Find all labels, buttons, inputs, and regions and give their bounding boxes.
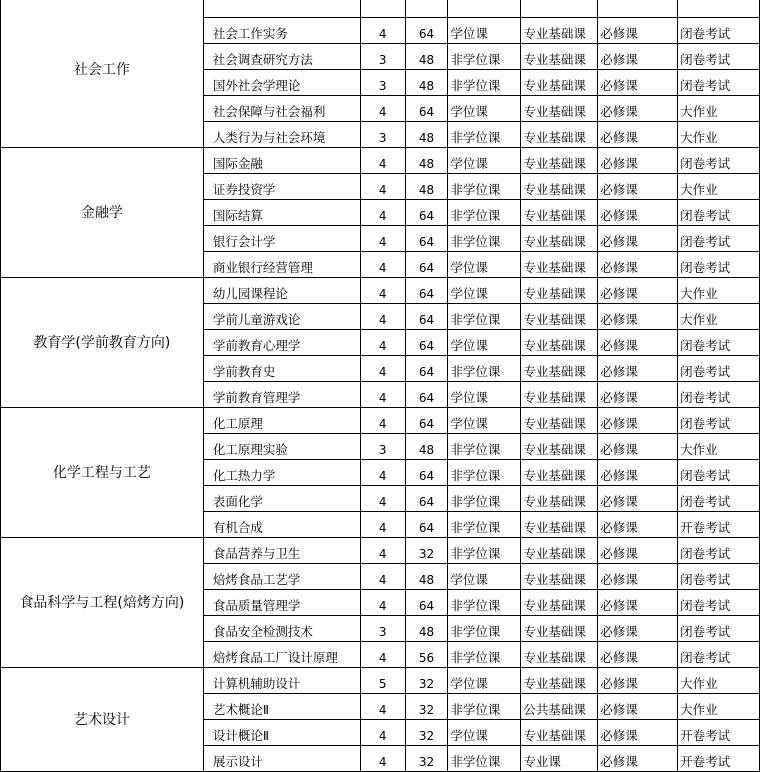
credits-cell: 5 bbox=[360, 668, 405, 694]
course-name-cell: 食品营养与卫生 bbox=[203, 538, 360, 564]
assessment-cell: 大作业 bbox=[678, 122, 760, 148]
hours-cell: 64 bbox=[405, 408, 448, 434]
table-row bbox=[1, 668, 760, 694]
hours-cell: 48 bbox=[405, 564, 448, 590]
course-name-cell: 学前教育史 bbox=[203, 356, 360, 382]
course-name-cell: 焙烤食品工厂设计原理 bbox=[203, 642, 360, 668]
course-category-cell: 专业基础课 bbox=[521, 278, 598, 304]
major-name-cell: 社会工作 bbox=[1, 0, 204, 148]
hours-cell: 48 bbox=[405, 616, 448, 642]
credits-cell: 3 bbox=[360, 122, 405, 148]
course-name-cell: 展示设计 bbox=[203, 746, 360, 772]
required-type-cell: 必修课 bbox=[598, 434, 678, 460]
major-name-cell: 食品科学与工程(焙烤方向) bbox=[1, 538, 204, 668]
major-name-cell: 教育学(学前教育方向) bbox=[1, 278, 204, 408]
course-category-cell: 专业基础课 bbox=[521, 226, 598, 252]
hours-cell: 64 bbox=[405, 330, 448, 356]
course-category-cell: 专业基础课 bbox=[521, 200, 598, 226]
credits-cell: 4 bbox=[360, 226, 405, 252]
course-name-cell: 学前儿童游戏论 bbox=[203, 304, 360, 330]
course-category-cell: 公共基础课 bbox=[521, 694, 598, 720]
hours-cell: 48 bbox=[405, 122, 448, 148]
course-name-cell: 社会调查研究方法 bbox=[203, 44, 360, 70]
degree-type-cell bbox=[448, 0, 521, 18]
hours-cell: 64 bbox=[405, 278, 448, 304]
required-type-cell: 必修课 bbox=[598, 200, 678, 226]
assessment-cell: 闭卷考试 bbox=[678, 564, 760, 590]
course-category-cell: 专业基础课 bbox=[521, 668, 598, 694]
required-type-cell: 必修课 bbox=[598, 18, 678, 44]
credits-cell bbox=[360, 0, 405, 18]
course-category-cell: 专业基础课 bbox=[521, 512, 598, 538]
course-name-cell: 商业银行经营管理 bbox=[203, 252, 360, 278]
credits-cell: 4 bbox=[360, 278, 405, 304]
degree-type-cell: 非学位课 bbox=[448, 694, 521, 720]
hours-cell: 48 bbox=[405, 148, 448, 174]
degree-type-cell: 非学位课 bbox=[448, 616, 521, 642]
course-category-cell: 专业基础课 bbox=[521, 252, 598, 278]
degree-type-cell: 非学位课 bbox=[448, 512, 521, 538]
credits-cell: 4 bbox=[360, 174, 405, 200]
assessment-cell: 闭卷考试 bbox=[678, 486, 760, 512]
required-type-cell bbox=[598, 0, 678, 18]
degree-type-cell: 非学位课 bbox=[448, 434, 521, 460]
course-name-cell: 化工热力学 bbox=[203, 460, 360, 486]
assessment-cell: 闭卷考试 bbox=[678, 616, 760, 642]
major-name-cell: 化学工程与工艺 bbox=[1, 408, 204, 538]
course-category-cell: 专业基础课 bbox=[521, 720, 598, 746]
course-category-cell: 专业基础课 bbox=[521, 408, 598, 434]
credits-cell: 4 bbox=[360, 304, 405, 330]
degree-type-cell: 学位课 bbox=[448, 148, 521, 174]
credits-cell: 4 bbox=[360, 486, 405, 512]
hours-cell: 48 bbox=[405, 44, 448, 70]
credits-cell: 3 bbox=[360, 616, 405, 642]
degree-type-cell: 学位课 bbox=[448, 408, 521, 434]
course-category-cell: 专业基础课 bbox=[521, 564, 598, 590]
degree-type-cell: 非学位课 bbox=[448, 174, 521, 200]
credits-cell: 4 bbox=[360, 720, 405, 746]
required-type-cell: 必修课 bbox=[598, 486, 678, 512]
course-name-cell: 社会工作实务 bbox=[203, 18, 360, 44]
credits-cell: 4 bbox=[360, 564, 405, 590]
course-name-cell: 化工原理实验 bbox=[203, 434, 360, 460]
required-type-cell: 必修课 bbox=[598, 356, 678, 382]
hours-cell: 48 bbox=[405, 434, 448, 460]
required-type-cell: 必修课 bbox=[598, 382, 678, 408]
hours-cell: 32 bbox=[405, 538, 448, 564]
credits-cell: 3 bbox=[360, 70, 405, 96]
degree-type-cell: 学位课 bbox=[448, 564, 521, 590]
credits-cell: 4 bbox=[360, 590, 405, 616]
assessment-cell bbox=[678, 0, 760, 18]
hours-cell: 32 bbox=[405, 720, 448, 746]
course-category-cell: 专业基础课 bbox=[521, 642, 598, 668]
required-type-cell: 必修课 bbox=[598, 408, 678, 434]
assessment-cell: 闭卷考试 bbox=[678, 226, 760, 252]
hours-cell: 64 bbox=[405, 486, 448, 512]
hours-cell: 64 bbox=[405, 252, 448, 278]
assessment-cell: 闭卷考试 bbox=[678, 70, 760, 96]
course-category-cell: 专业基础课 bbox=[521, 616, 598, 642]
degree-type-cell: 非学位课 bbox=[448, 590, 521, 616]
major-name-cell: 金融学 bbox=[1, 148, 204, 278]
hours-cell: 48 bbox=[405, 70, 448, 96]
hours-cell bbox=[405, 0, 448, 18]
assessment-cell: 闭卷考试 bbox=[678, 356, 760, 382]
course-name-cell: 国际金融 bbox=[203, 148, 360, 174]
hours-cell: 48 bbox=[405, 174, 448, 200]
degree-type-cell: 非学位课 bbox=[448, 746, 521, 772]
hours-cell: 64 bbox=[405, 356, 448, 382]
hours-cell: 32 bbox=[405, 746, 448, 772]
degree-type-cell: 非学位课 bbox=[448, 200, 521, 226]
credits-cell: 4 bbox=[360, 408, 405, 434]
credits-cell: 4 bbox=[360, 330, 405, 356]
credits-cell: 4 bbox=[360, 148, 405, 174]
required-type-cell: 必修课 bbox=[598, 226, 678, 252]
required-type-cell: 必修课 bbox=[598, 278, 678, 304]
degree-type-cell: 非学位课 bbox=[448, 642, 521, 668]
required-type-cell: 必修课 bbox=[598, 122, 678, 148]
course-name-cell: 国际结算 bbox=[203, 200, 360, 226]
required-type-cell: 必修课 bbox=[598, 538, 678, 564]
table-row bbox=[1, 278, 760, 304]
assessment-cell: 开卷考试 bbox=[678, 512, 760, 538]
course-name-cell: 食品质量管理学 bbox=[203, 590, 360, 616]
hours-cell: 64 bbox=[405, 382, 448, 408]
course-category-cell: 专业基础课 bbox=[521, 460, 598, 486]
required-type-cell: 必修课 bbox=[598, 148, 678, 174]
course-category-cell: 专业基础课 bbox=[521, 590, 598, 616]
assessment-cell: 闭卷考试 bbox=[678, 642, 760, 668]
required-type-cell: 必修课 bbox=[598, 694, 678, 720]
assessment-cell: 闭卷考试 bbox=[678, 408, 760, 434]
credits-cell: 4 bbox=[360, 538, 405, 564]
course-name-cell: 化工原理 bbox=[203, 408, 360, 434]
course-name-cell: 人类行为与社会环境 bbox=[203, 122, 360, 148]
credits-cell: 4 bbox=[360, 252, 405, 278]
assessment-cell: 大作业 bbox=[678, 434, 760, 460]
course-name-cell bbox=[203, 0, 360, 18]
credits-cell: 4 bbox=[360, 96, 405, 122]
course-name-cell: 食品安全检测技术 bbox=[203, 616, 360, 642]
course-category-cell: 专业基础课 bbox=[521, 382, 598, 408]
table-row bbox=[1, 538, 760, 564]
hours-cell: 32 bbox=[405, 668, 448, 694]
degree-type-cell: 非学位课 bbox=[448, 226, 521, 252]
credits-cell: 4 bbox=[360, 746, 405, 772]
course-category-cell: 专业基础课 bbox=[521, 174, 598, 200]
required-type-cell: 必修课 bbox=[598, 330, 678, 356]
required-type-cell: 必修课 bbox=[598, 746, 678, 772]
required-type-cell: 必修课 bbox=[598, 590, 678, 616]
degree-type-cell: 学位课 bbox=[448, 18, 521, 44]
table-row bbox=[1, 148, 760, 174]
assessment-cell: 闭卷考试 bbox=[678, 44, 760, 70]
course-name-cell: 设计概论Ⅱ bbox=[203, 720, 360, 746]
credits-cell: 4 bbox=[360, 382, 405, 408]
course-category-cell: 专业基础课 bbox=[521, 96, 598, 122]
degree-type-cell: 非学位课 bbox=[448, 44, 521, 70]
assessment-cell: 大作业 bbox=[678, 96, 760, 122]
credits-cell: 4 bbox=[360, 460, 405, 486]
course-name-cell: 幼儿园课程论 bbox=[203, 278, 360, 304]
course-category-cell: 专业基础课 bbox=[521, 356, 598, 382]
course-name-cell: 银行会计学 bbox=[203, 226, 360, 252]
course-category-cell: 专业基础课 bbox=[521, 70, 598, 96]
table-row bbox=[1, 0, 760, 18]
degree-type-cell: 学位课 bbox=[448, 278, 521, 304]
course-category-cell: 专业基础课 bbox=[521, 44, 598, 70]
assessment-cell: 闭卷考试 bbox=[678, 148, 760, 174]
degree-type-cell: 非学位课 bbox=[448, 70, 521, 96]
assessment-cell: 闭卷考试 bbox=[678, 330, 760, 356]
course-name-cell: 艺术概论Ⅱ bbox=[203, 694, 360, 720]
assessment-cell: 闭卷考试 bbox=[678, 382, 760, 408]
required-type-cell: 必修课 bbox=[598, 252, 678, 278]
hours-cell: 64 bbox=[405, 304, 448, 330]
hours-cell: 32 bbox=[405, 694, 448, 720]
assessment-cell: 大作业 bbox=[678, 174, 760, 200]
degree-type-cell: 非学位课 bbox=[448, 304, 521, 330]
assessment-cell: 大作业 bbox=[678, 668, 760, 694]
assessment-cell: 开卷考试 bbox=[678, 720, 760, 746]
credits-cell: 4 bbox=[360, 356, 405, 382]
degree-type-cell: 学位课 bbox=[448, 720, 521, 746]
credits-cell: 4 bbox=[360, 642, 405, 668]
degree-type-cell: 学位课 bbox=[448, 252, 521, 278]
hours-cell: 56 bbox=[405, 642, 448, 668]
required-type-cell: 必修课 bbox=[598, 642, 678, 668]
hours-cell: 64 bbox=[405, 590, 448, 616]
course-category-cell: 专业基础课 bbox=[521, 18, 598, 44]
required-type-cell: 必修课 bbox=[598, 460, 678, 486]
required-type-cell: 必修课 bbox=[598, 512, 678, 538]
course-category-cell: 专业基础课 bbox=[521, 148, 598, 174]
hours-cell: 64 bbox=[405, 200, 448, 226]
hours-cell: 64 bbox=[405, 460, 448, 486]
assessment-cell: 闭卷考试 bbox=[678, 200, 760, 226]
hours-cell: 64 bbox=[405, 18, 448, 44]
course-category-cell bbox=[521, 0, 598, 18]
degree-type-cell: 学位课 bbox=[448, 330, 521, 356]
assessment-cell: 大作业 bbox=[678, 278, 760, 304]
course-name-cell: 学前教育心理学 bbox=[203, 330, 360, 356]
degree-type-cell: 学位课 bbox=[448, 96, 521, 122]
course-name-cell: 有机合成 bbox=[203, 512, 360, 538]
table-body bbox=[1, 0, 760, 772]
course-name-cell: 证券投资学 bbox=[203, 174, 360, 200]
credits-cell: 4 bbox=[360, 512, 405, 538]
course-category-cell: 专业课 bbox=[521, 746, 598, 772]
course-name-cell: 社会保障与社会福利 bbox=[203, 96, 360, 122]
course-category-cell: 专业基础课 bbox=[521, 122, 598, 148]
required-type-cell: 必修课 bbox=[598, 174, 678, 200]
credits-cell: 4 bbox=[360, 18, 405, 44]
required-type-cell: 必修课 bbox=[598, 44, 678, 70]
course-name-cell: 国外社会学理论 bbox=[203, 70, 360, 96]
course-category-cell: 专业基础课 bbox=[521, 486, 598, 512]
assessment-cell: 闭卷考试 bbox=[678, 252, 760, 278]
required-type-cell: 必修课 bbox=[598, 720, 678, 746]
assessment-cell: 大作业 bbox=[678, 694, 760, 720]
credits-cell: 4 bbox=[360, 200, 405, 226]
table-row bbox=[1, 408, 760, 434]
hours-cell: 64 bbox=[405, 512, 448, 538]
assessment-cell: 闭卷考试 bbox=[678, 538, 760, 564]
assessment-cell: 闭卷考试 bbox=[678, 18, 760, 44]
degree-type-cell: 非学位课 bbox=[448, 486, 521, 512]
degree-type-cell: 非学位课 bbox=[448, 356, 521, 382]
degree-type-cell: 非学位课 bbox=[448, 122, 521, 148]
course-category-cell: 专业基础课 bbox=[521, 434, 598, 460]
required-type-cell: 必修课 bbox=[598, 564, 678, 590]
required-type-cell: 必修课 bbox=[598, 96, 678, 122]
course-name-cell: 表面化学 bbox=[203, 486, 360, 512]
assessment-cell: 闭卷考试 bbox=[678, 460, 760, 486]
course-name-cell: 学前教育管理学 bbox=[203, 382, 360, 408]
required-type-cell: 必修课 bbox=[598, 616, 678, 642]
degree-type-cell: 非学位课 bbox=[448, 460, 521, 486]
course-category-cell: 专业基础课 bbox=[521, 304, 598, 330]
degree-type-cell: 学位课 bbox=[448, 382, 521, 408]
major-name-cell: 艺术设计 bbox=[1, 668, 204, 772]
hours-cell: 64 bbox=[405, 226, 448, 252]
degree-type-cell: 非学位课 bbox=[448, 538, 521, 564]
degree-type-cell: 学位课 bbox=[448, 668, 521, 694]
course-name-cell: 计算机辅助设计 bbox=[203, 668, 360, 694]
credits-cell: 4 bbox=[360, 694, 405, 720]
assessment-cell: 开卷考试 bbox=[678, 746, 760, 772]
hours-cell: 64 bbox=[405, 96, 448, 122]
assessment-cell: 闭卷考试 bbox=[678, 590, 760, 616]
course-category-cell: 专业基础课 bbox=[521, 330, 598, 356]
course-category-cell: 专业基础课 bbox=[521, 538, 598, 564]
credits-cell: 3 bbox=[360, 434, 405, 460]
course-name-cell: 焙烤食品工艺学 bbox=[203, 564, 360, 590]
required-type-cell: 必修课 bbox=[598, 668, 678, 694]
credits-cell: 3 bbox=[360, 44, 405, 70]
assessment-cell: 大作业 bbox=[678, 304, 760, 330]
required-type-cell: 必修课 bbox=[598, 304, 678, 330]
required-type-cell: 必修课 bbox=[598, 70, 678, 96]
